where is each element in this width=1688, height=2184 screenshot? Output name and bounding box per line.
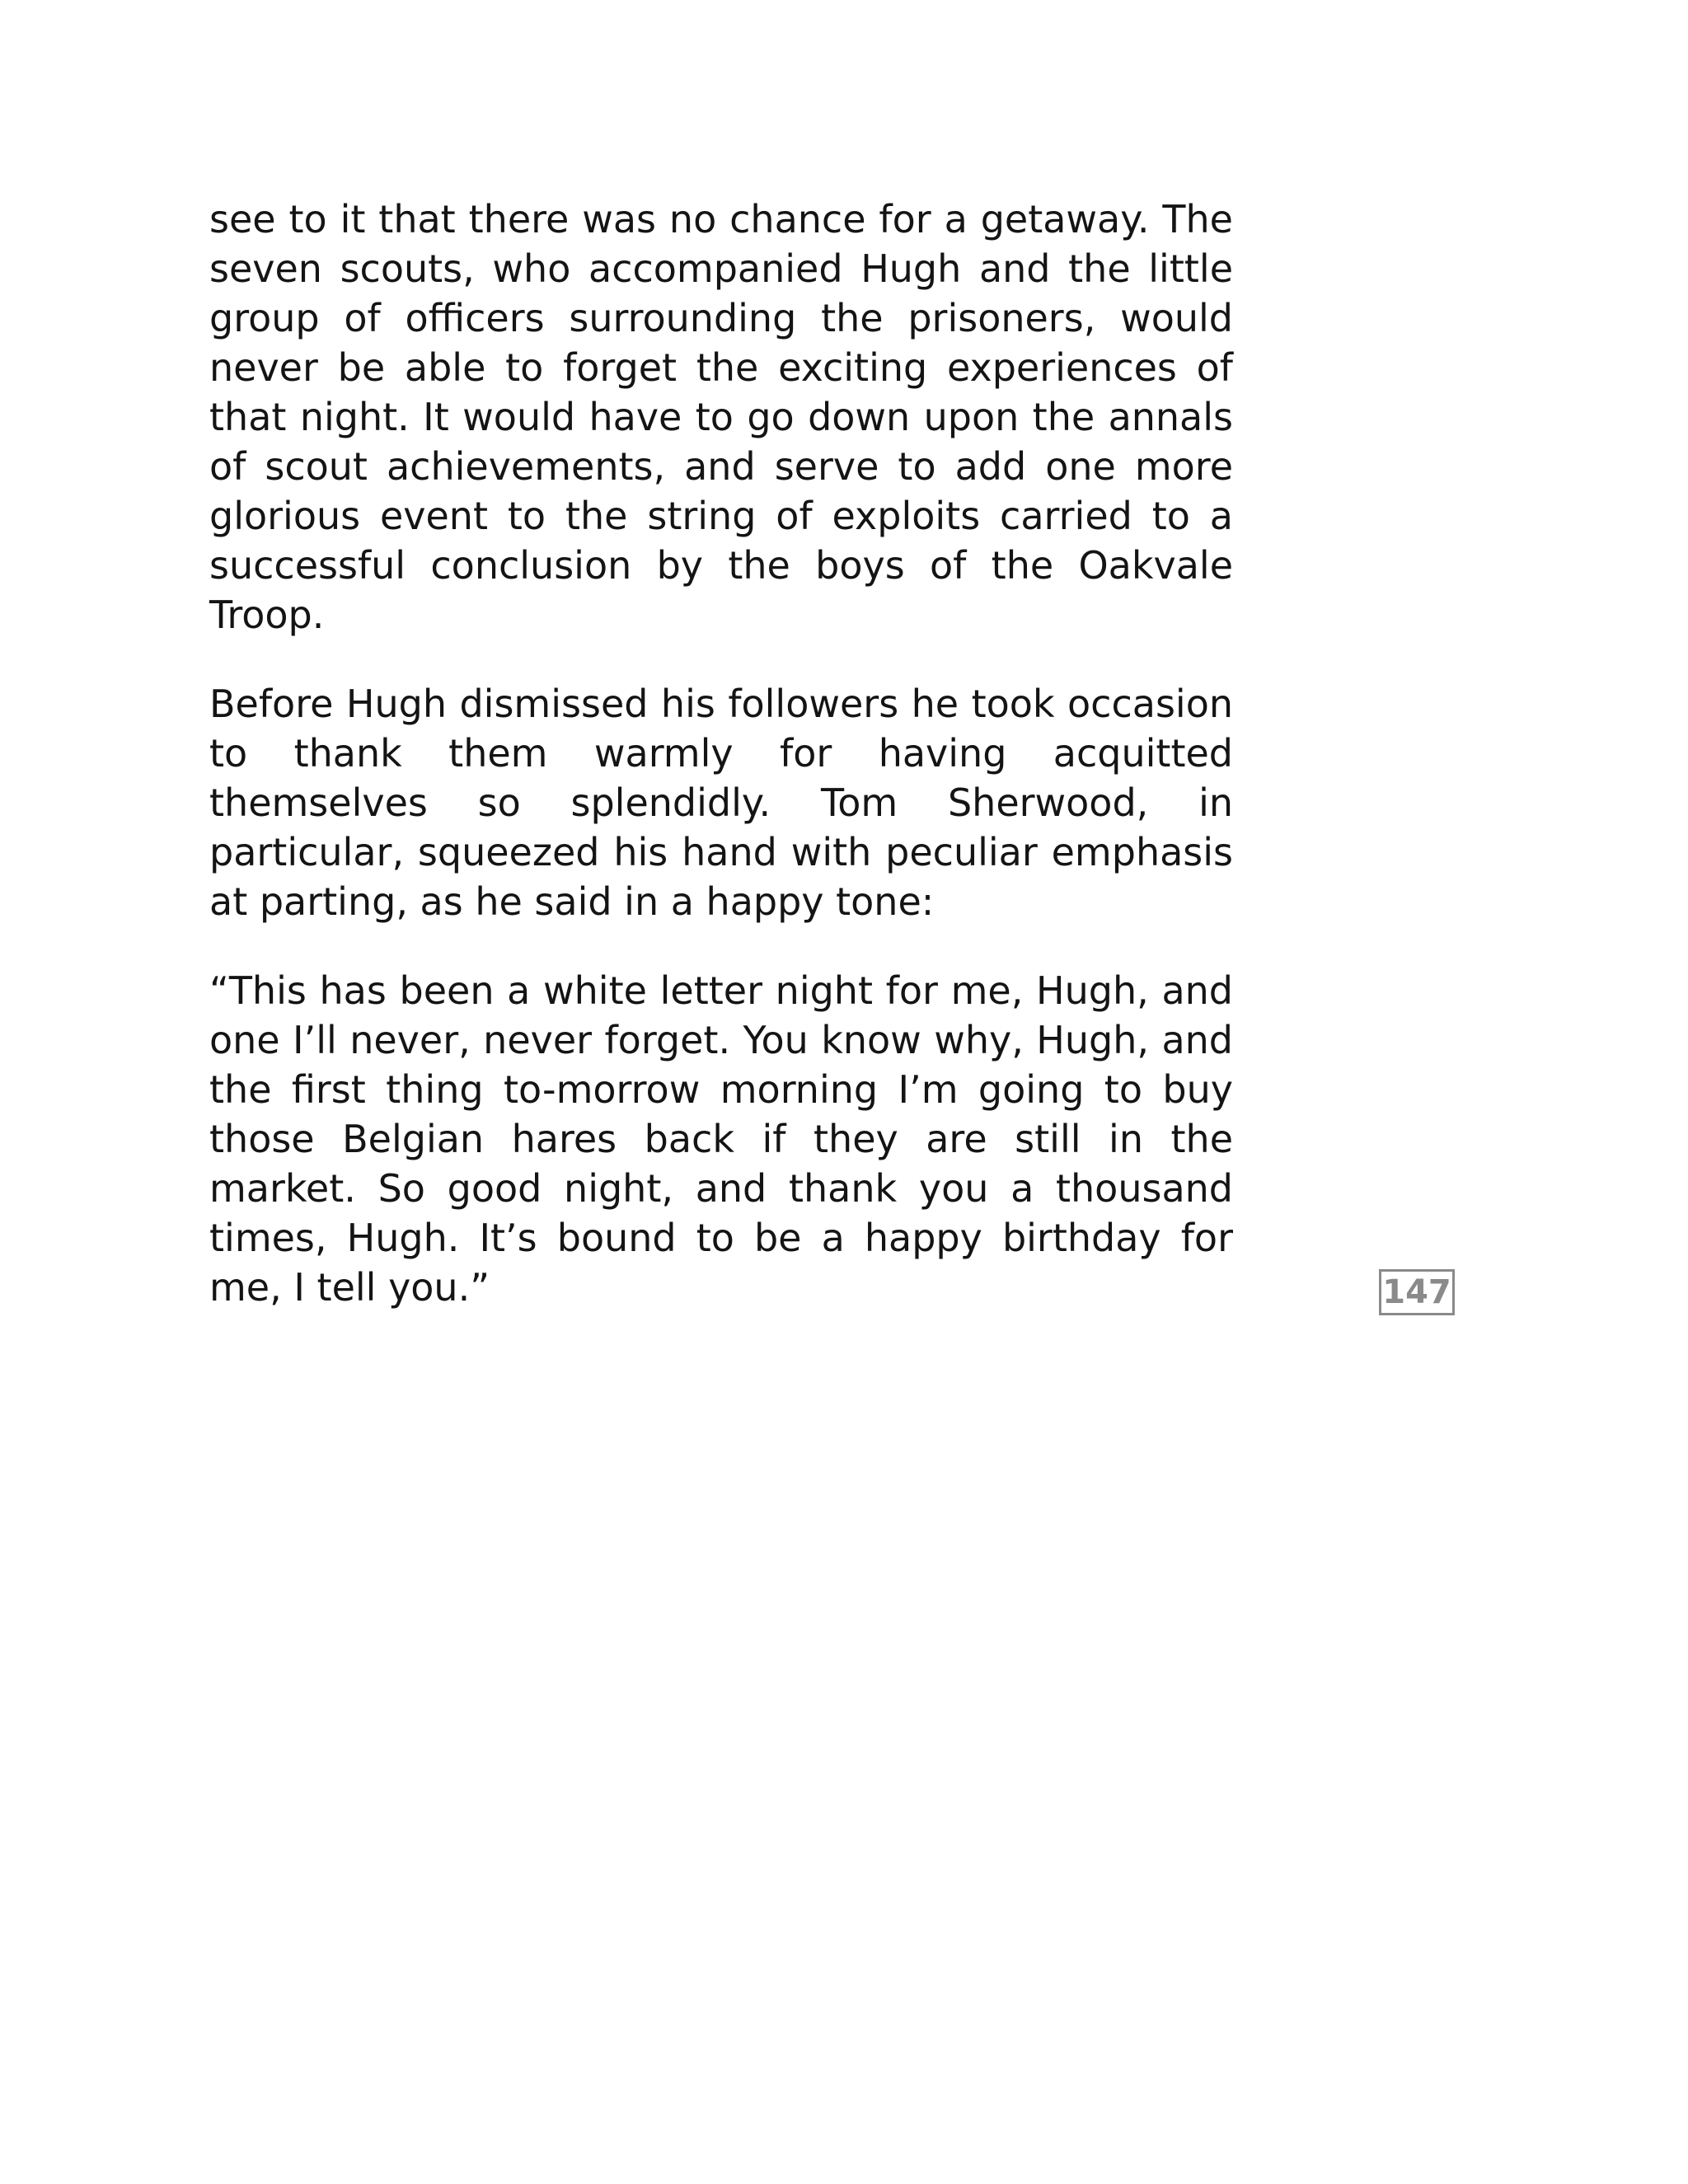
paragraph-3: “This has been a white letter night for me, Hugh, and one I’ll never, never forget. You know why, Hugh, and the first thing to-morrow morning I’m going to buy those Belgian hares back if they are still in the market. So good night, and thank you a thousand times, Hugh. It’s bound to be a happy birthday for me, I tell you.” [209, 968, 1233, 1310]
paragraph-2: Before Hugh dismissed his followers he took occasion to thank them warmly for having acquitted themselves so splendidly. Tom Sherwood, in particular, squeezed his hand with peculiar emphasis at parting, as he said in a happy tone: [209, 682, 1233, 924]
paragraph-1: see to it that there was no chance for a getaway. The seven scouts, who accompanied Hugh and the little group of officers surrounding the prisoners, would never be able to forget the exciting experiences of that night. It would have to go down upon the annals of scout achievements, and serve to add one more glorious event to the string of exploits carried to a successful conclusion by the boys of the Oakvale Troop. [209, 197, 1233, 637]
body-text [209, 194, 1233, 1312]
page-number-badge: 147 [1379, 1269, 1455, 1315]
